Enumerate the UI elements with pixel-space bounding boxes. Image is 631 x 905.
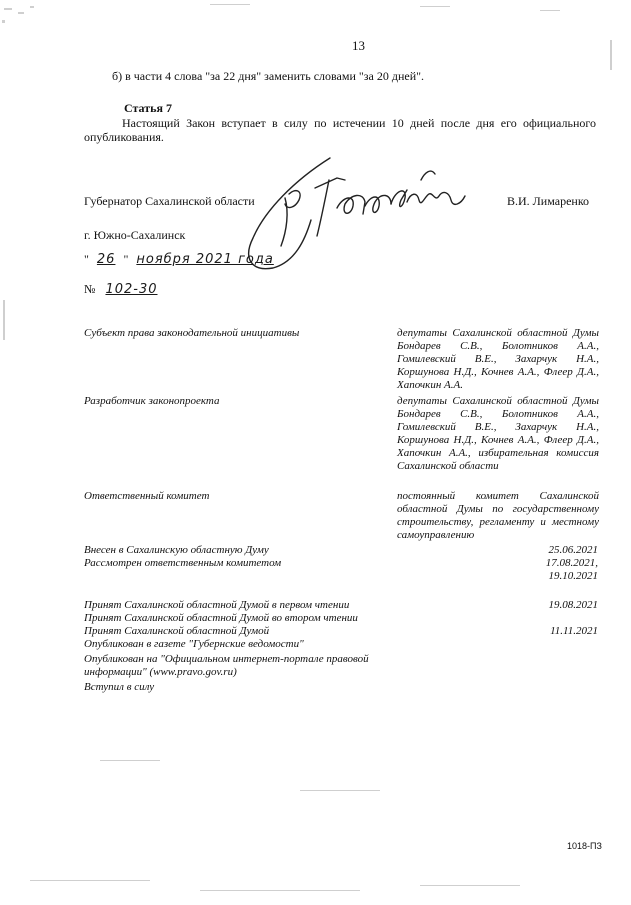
law-number: [84, 280, 158, 298]
first-reading-date: 19.08.2021: [548, 599, 598, 611]
page-number: 13: [352, 38, 365, 53]
governor-name: В.И. Лимаренко: [507, 194, 590, 208]
submitted-label: Внесен в Сахалинскую областную Думу: [84, 544, 269, 556]
city: г. Южно-Сахалинск: [84, 228, 186, 242]
reviewed-date-1: 17.08.2021,: [545, 557, 598, 569]
date-open-quote: ": [84, 252, 89, 266]
adopted-date: 11.11.2021: [550, 625, 598, 637]
date-month-year: ноября 2021 года: [136, 252, 274, 267]
adopted-label: Принят Сахалинской областной Думой: [84, 625, 270, 637]
developer-value: депутаты Сахалинской областной Думы Бондарев С.В., Болотников А.А., Гомилевский В.Е., Захарчук Н.А., Коршунова Н.Д., Кочнев А.А., Флеер Д.А., Хапочкин А.А., избирательная комиссия Сахалинской области: [397, 395, 599, 472]
amendment-b: б) в части 4 слова "за 22 дня" заменить словами "за 20 дней".: [112, 69, 425, 83]
first-reading-label: Принят Сахалинской областной Думой в первом чтении: [84, 599, 350, 611]
published-portal-label: Опубликован на "Официальном интернет-портале правовой информации" (www.pravo.gov.ru): [84, 653, 369, 678]
submitted-date: 25.06.2021: [548, 544, 598, 556]
reviewed-date-2: 19.10.2021: [548, 570, 598, 582]
signing-date: [84, 250, 274, 268]
article-title: Статья 7: [124, 101, 172, 115]
date-day: 26: [96, 252, 116, 267]
committee-label: Ответственный комитет: [84, 490, 210, 502]
article-text: Настоящий Закон вступает в силу по истечении 10 дней после дня его официального опубликования.: [84, 116, 596, 144]
reviewed-label: Рассмотрен ответственным комитетом: [84, 557, 282, 569]
in-force-label: Вступил в силу: [84, 681, 155, 693]
document-code: 1018-ПЗ: [567, 841, 602, 851]
subject-label: Субъект права законодательной инициативы: [84, 327, 300, 339]
number-value: 102-30: [105, 282, 158, 297]
number-label: №: [84, 282, 96, 296]
subject-value: депутаты Сахалинской областной Думы Бондарев С.В., Болотников А.А., Гомилевский В.Е., Захарчук Н.А., Коршунова Н.Д., Кочнев А.А., Флеер Д.А., Хапочкин А.А.: [397, 327, 599, 391]
second-reading-label: Принят Сахалинской областной Думой во втором чтении: [84, 612, 358, 624]
date-close-quote: ": [123, 252, 129, 266]
committee-value: постоянный комитет Сахалинской областной Думы по государственному строительству, регламенту и местному самоуправлению: [397, 490, 599, 541]
published-newspaper-label: Опубликован в газете "Губернские ведомости": [84, 638, 304, 650]
governor-position: Губернатор Сахалинской области: [84, 194, 255, 208]
developer-label: Разработчик законопроекта: [84, 395, 220, 407]
